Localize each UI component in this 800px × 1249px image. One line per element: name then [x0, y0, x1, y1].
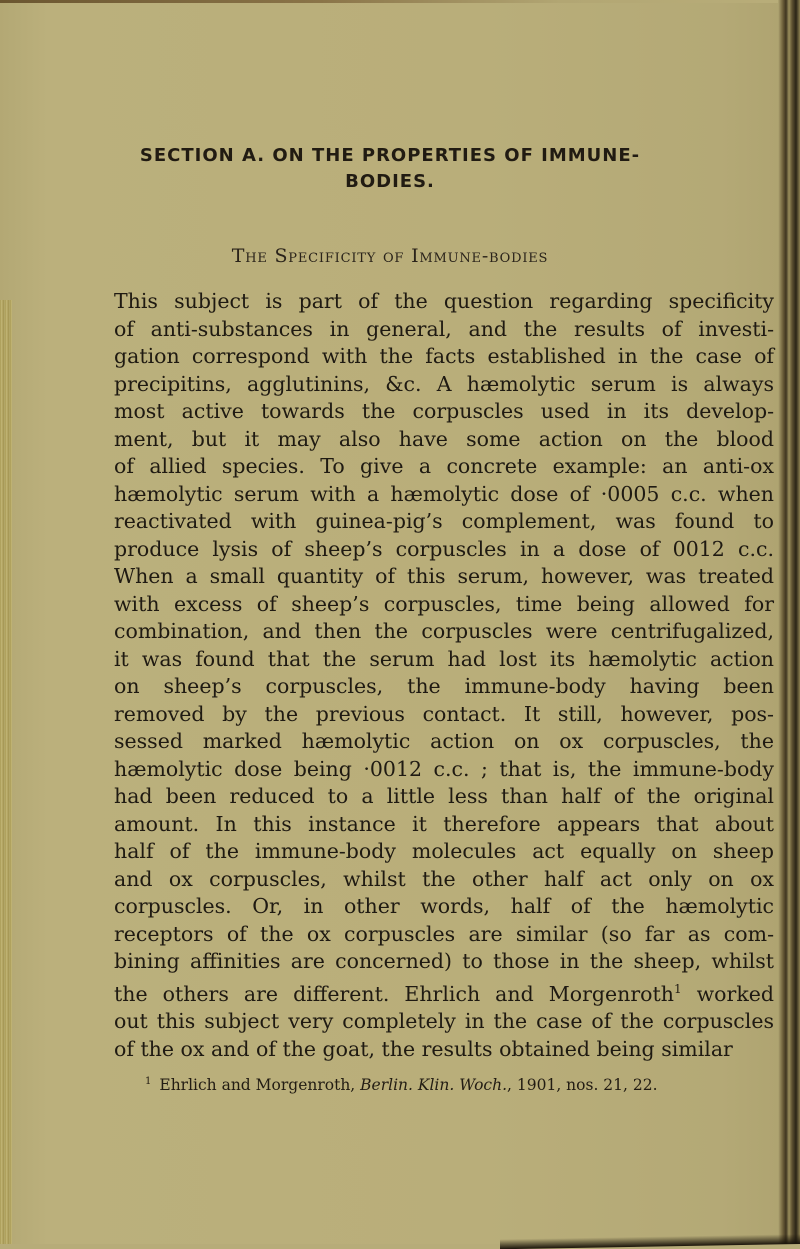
book-spine-edge — [778, 0, 800, 1244]
text-line: receptors of the ox corpuscles are similar (so far as com- — [114, 921, 774, 946]
text-line-part: worked — [681, 981, 774, 1006]
text-line: of allied species. To give a concrete example: an anti-ox — [114, 454, 774, 478]
text-line: with excess of sheep’s corpuscles, time being allowed for — [114, 591, 774, 616]
text-line-with-footnote — [114, 976, 774, 1009]
text-line: out this subject very completely in the case of the corpuscles — [114, 1009, 774, 1033]
text-line: and ox corpuscles, whilst the other half act only on ox — [114, 866, 774, 891]
text-line: gation correspond with the facts established in the case of — [114, 344, 774, 368]
text-line: it was found that the serum had lost its hæmolytic action — [114, 646, 774, 671]
text-line: corpuscles. Or, in other words, half of the hæmolytic — [114, 894, 774, 918]
text-line: amount. In this instance it therefore appears that about — [114, 811, 774, 836]
page-top-edge — [0, 0, 800, 3]
page-left-edge — [0, 300, 12, 1244]
footnote-authors: Ehrlich and Morgenroth, — [159, 1076, 361, 1094]
text-line: had been reduced to a little less than half of the original — [114, 784, 774, 808]
text-line: reactivated with guinea-pig’s complement, was found to — [114, 509, 774, 533]
footnote-journal: Berlin. Klin. Woch. — [360, 1076, 508, 1094]
text-line: produce lysis of sheep’s corpuscles in a dose of 0012 c.c. — [114, 536, 774, 561]
footnote — [145, 1076, 765, 1094]
text-line: sessed marked hæmolytic action on ox corpuscles, the — [114, 729, 774, 753]
text-line: ment, but it may also have some action on the blood — [114, 426, 774, 451]
text-line: When a small quantity of this serum, however, was treated — [114, 564, 774, 588]
text-line: This subject is part of the question regarding specificity — [114, 289, 774, 313]
text-line: of the ox and of the goat, the results obtained being similar — [114, 1036, 733, 1061]
footnote-reference[interactable]: 1 — [673, 981, 682, 996]
page-bottom-shadow — [500, 1234, 800, 1249]
text-line: bining affinities are concerned) to those in the sheep, whilst — [114, 949, 774, 973]
text-line: of anti-substances in general, and the results of investi- — [114, 316, 774, 341]
text-line: combination, and then the corpuscles were centrifugalized, — [114, 619, 774, 643]
section-heading-line-2: BODIES. — [345, 171, 435, 192]
text-line: hæmolytic dose being ·0012 c.c. ; that is, the immune-body — [114, 756, 774, 781]
text-line: precipitins, agglutinins, &c. A hæmolytic serum is always — [114, 371, 774, 396]
section-heading — [100, 143, 680, 195]
section-subtitle: The Specificity of Immune-bodies — [231, 245, 549, 267]
text-line: hæmolytic serum with a hæmolytic dose of ·0005 c.c. when — [114, 481, 774, 506]
text-line: on sheep’s corpuscles, the immune-body having been — [114, 674, 774, 698]
text-line: half of the immune-body molecules act equally on sheep — [114, 839, 774, 863]
text-line-part: the others are different. Ehrlich and Morgenroth — [114, 981, 674, 1006]
body-paragraph — [114, 288, 774, 1063]
footnote-details: , 1901, nos. 21, 22. — [507, 1076, 658, 1094]
text-line: removed by the previous contact. It still, however, pos- — [114, 701, 774, 726]
section-heading-line-1: SECTION A. ON THE PROPERTIES OF IMMUNE- — [139, 145, 641, 166]
footnote-mark: 1 — [145, 1076, 152, 1087]
text-line: most active towards the corpuscles used in its develop- — [114, 399, 774, 423]
